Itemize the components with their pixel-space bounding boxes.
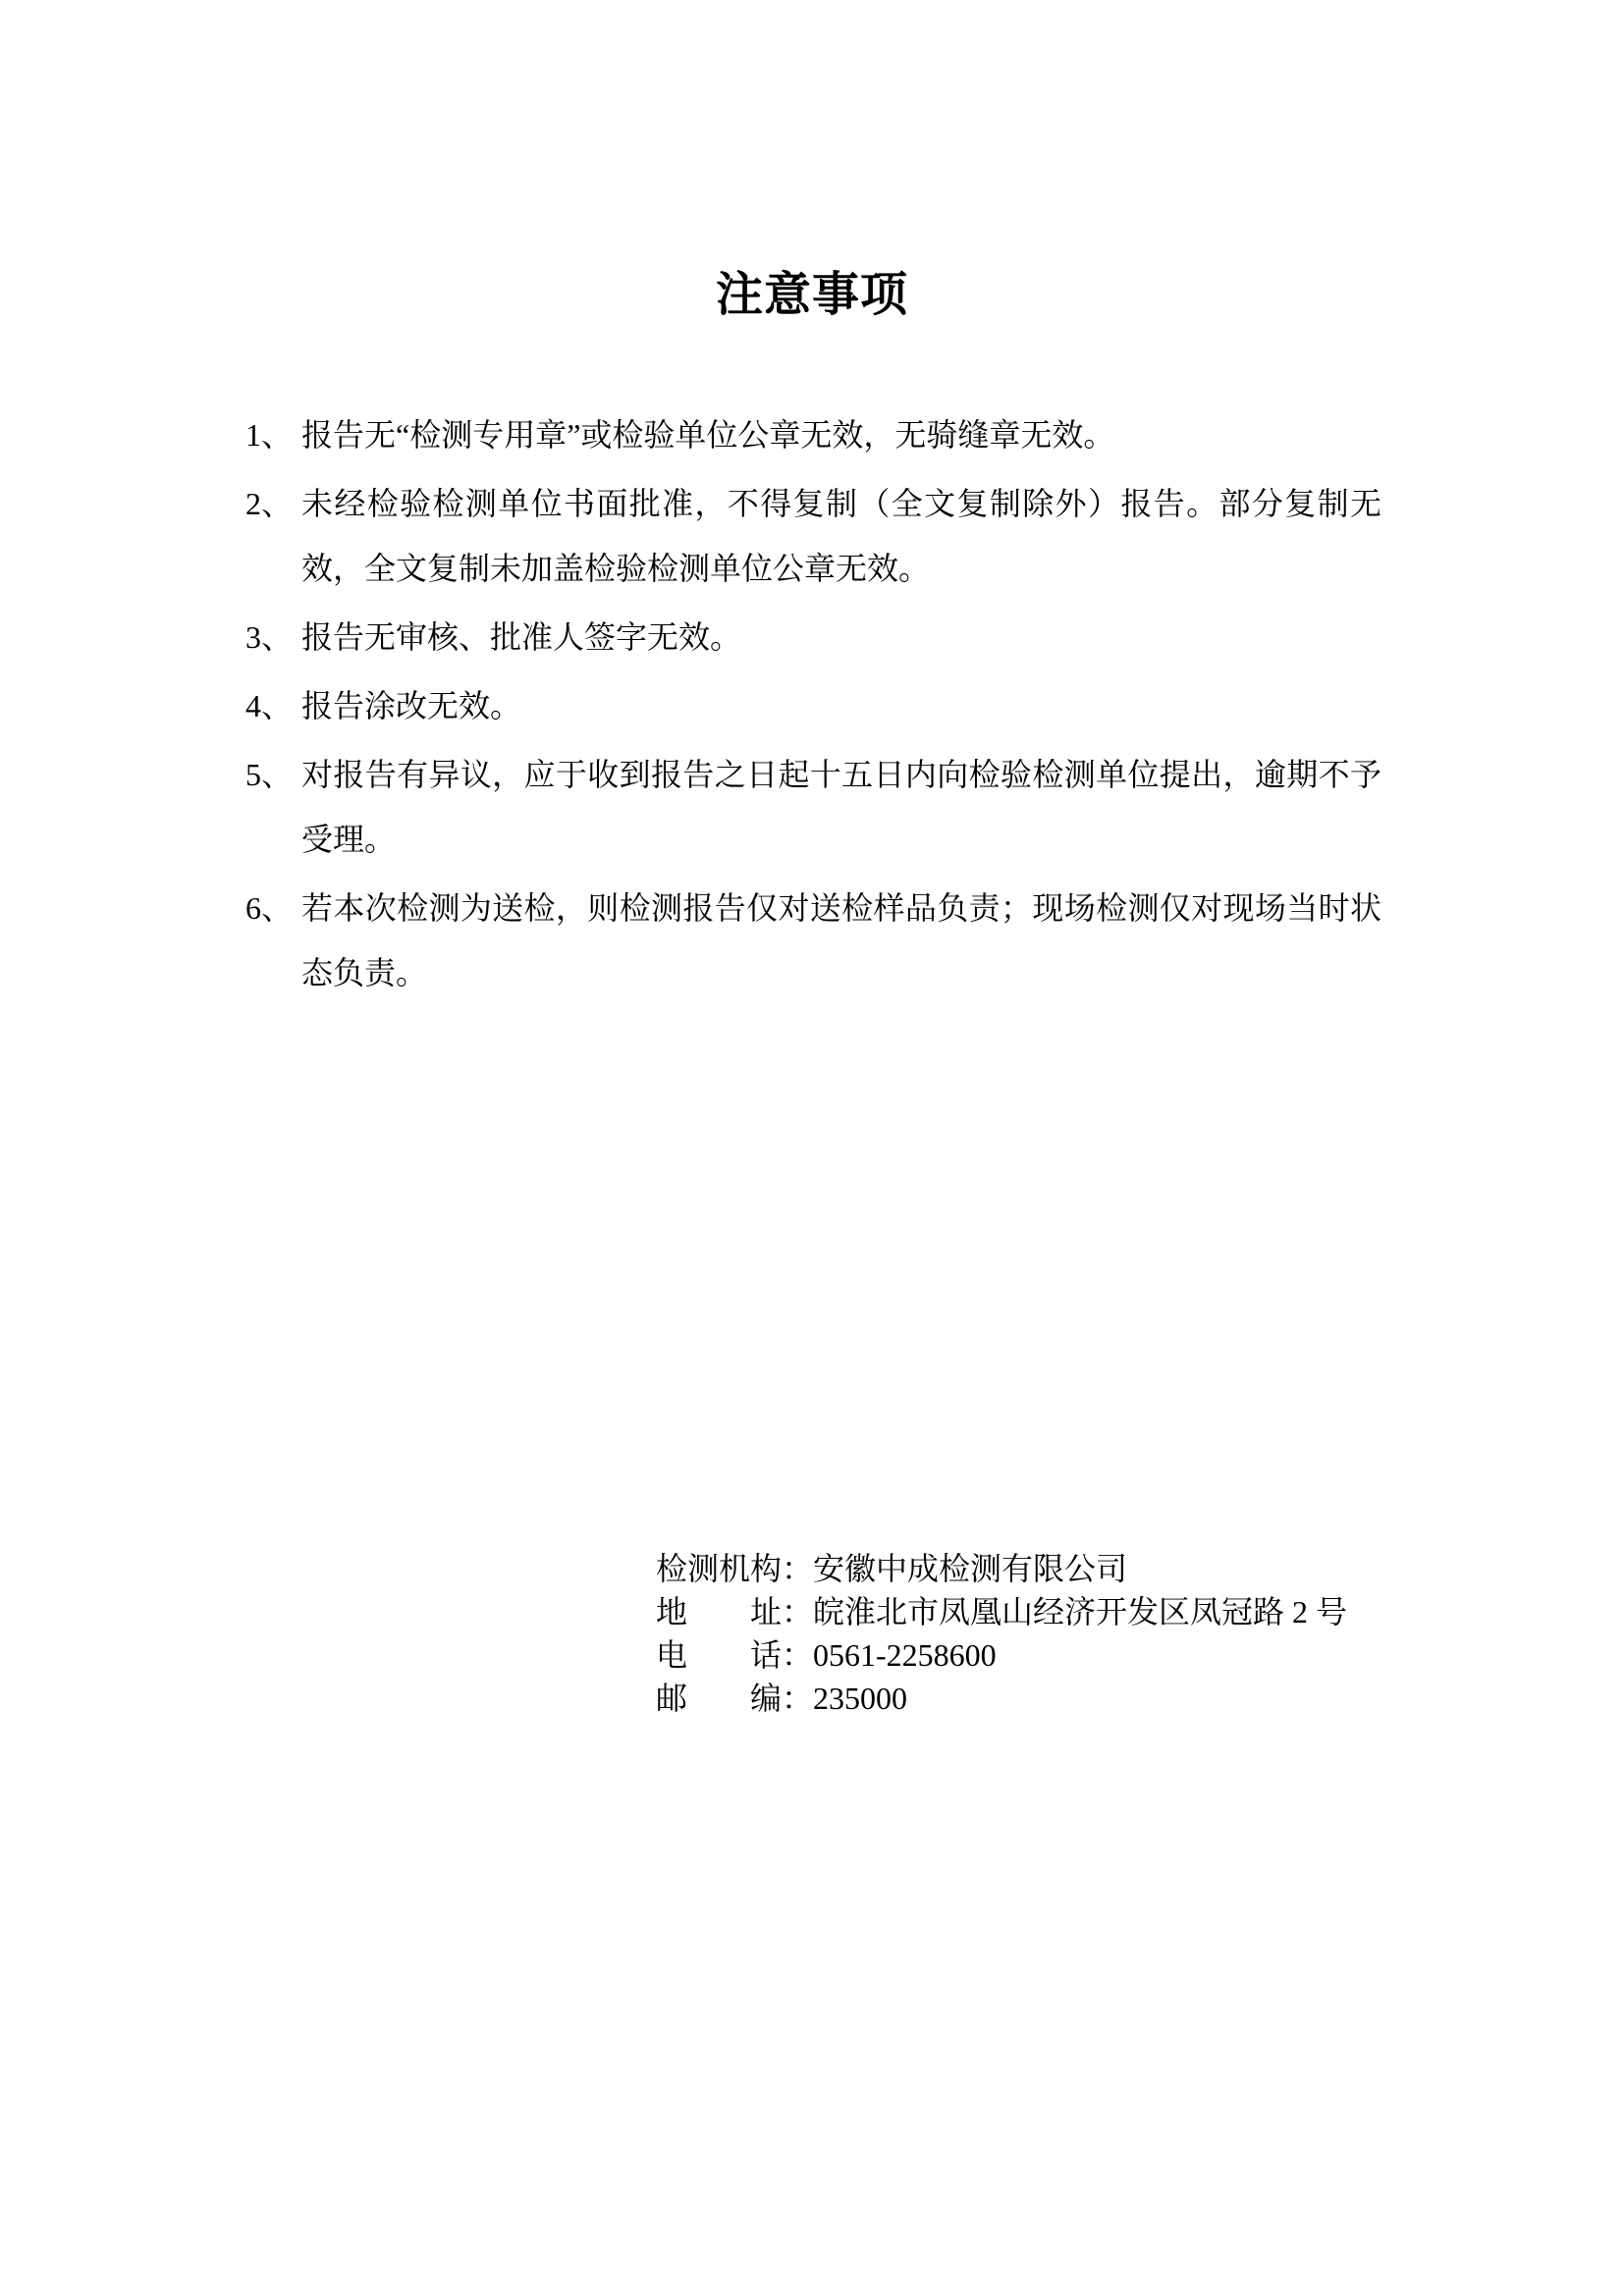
notice-item-text: 对报告有异议，应于收到报告之日起十五日内向检验检测单位提出，逾期不予受理。 [301, 757, 1381, 857]
notice-list [0, 402, 1624, 1005]
contact-row-agency [656, 1547, 1624, 1590]
notice-item-text: 未经检验检测单位书面批准，不得复制（全文复制除外）报告。部分复制无效，全文复制未加盖检验检测单位公章无效。 [301, 486, 1381, 586]
contact-label: 电 话： [656, 1637, 814, 1673]
notice-item-text: 报告无审核、批准人签字无效。 [301, 619, 742, 655]
contact-row-address [656, 1590, 1624, 1633]
notice-item-2 [245, 471, 1381, 601]
page-title: 注意事项 [715, 269, 908, 321]
notice-item-5 [245, 742, 1381, 872]
contact-label: 地 址： [656, 1594, 814, 1629]
notice-item-number: 4、 [245, 688, 294, 723]
notice-item-text: 若本次检测为送检，则检测报告仅对送检样品负责；现场检测仅对现场当时状态负责。 [301, 890, 1381, 990]
contact-value: 安徽中成检测有限公司 [813, 1551, 1128, 1586]
notice-item-number: 3、 [245, 619, 294, 655]
notice-item-1 [245, 402, 1381, 467]
contact-row-postcode [656, 1677, 1624, 1720]
contact-label: 邮 编： [656, 1681, 814, 1716]
notice-item-number: 6、 [245, 890, 294, 926]
notice-item-text: 报告无“检测专用章”或检验单位公章无效，无骑缝章无效。 [301, 417, 1115, 453]
contact-value: 皖淮北市凤凰山经济开发区凤冠路 2 号 [813, 1594, 1348, 1629]
notice-item-number: 1、 [245, 417, 294, 453]
notice-item-3 [245, 605, 1381, 669]
contact-value: 0561-2258600 [813, 1637, 997, 1673]
contact-row-phone [656, 1633, 1624, 1677]
notice-item-text: 报告涂改无效。 [301, 688, 522, 723]
notice-item-number: 5、 [245, 757, 294, 792]
notice-item-number: 2、 [245, 486, 294, 521]
notice-item-4 [245, 673, 1381, 738]
notice-item-6 [245, 876, 1381, 1005]
contact-value: 235000 [813, 1681, 908, 1716]
contact-label: 检测机构： [656, 1551, 814, 1586]
contact-block [656, 1547, 1624, 1720]
